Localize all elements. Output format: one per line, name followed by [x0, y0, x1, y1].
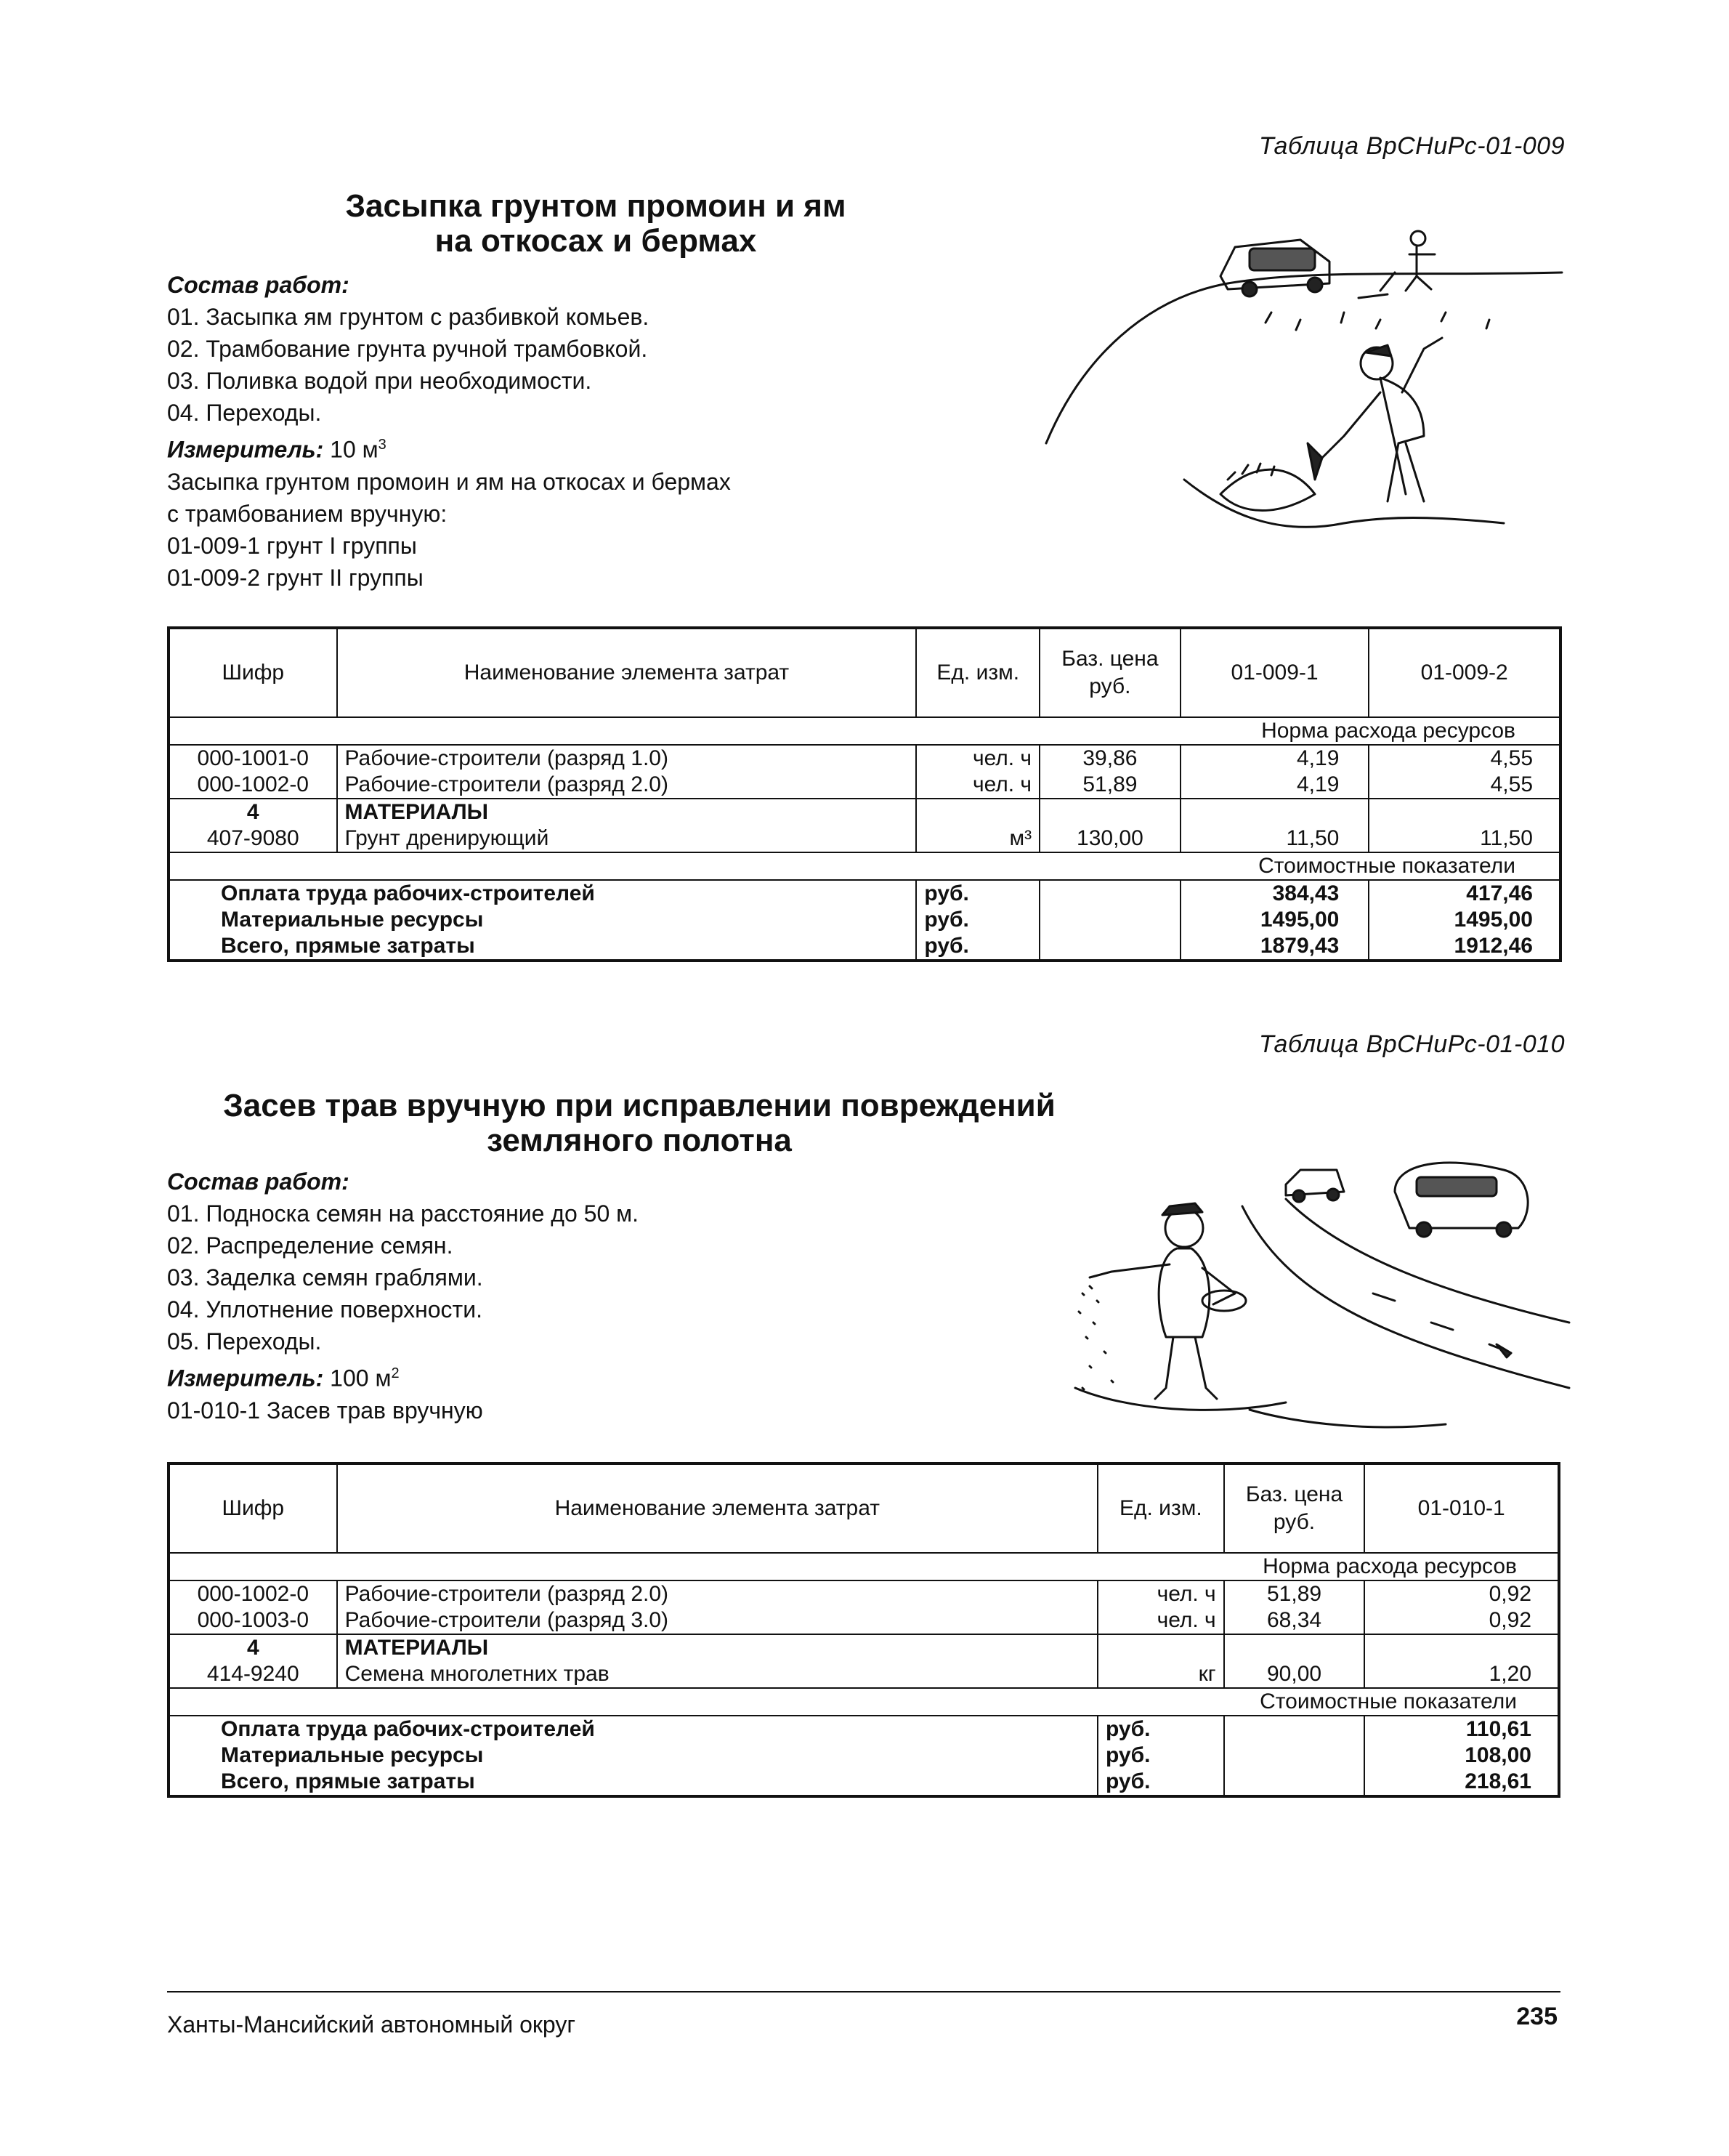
table-row	[169, 1661, 1559, 1688]
column-header: Шифр	[169, 1463, 337, 1553]
work-step: 01. Подноска семян на расстояние до 50 м.	[167, 1200, 639, 1227]
summary-unit: руб.	[916, 880, 1040, 907]
work-step: 02. Трамбование грунта ручной трамбовкой.	[167, 336, 648, 362]
measure-label: Измеритель:	[167, 1365, 324, 1392]
summary-value: 1912,46	[1369, 933, 1560, 961]
measure-label: Измеритель:	[167, 436, 324, 463]
cell-unit: чел. ч	[916, 745, 1040, 772]
summary-unit: руб.	[1098, 1716, 1224, 1743]
description-line: Засыпка грунтом промоин и ям на откосах и бермах	[167, 468, 731, 495]
cell-value: 11,50	[1369, 825, 1560, 852]
table-row	[169, 772, 1560, 799]
cell-code: 000-1001-0	[197, 746, 309, 770]
cost-section-header: Стоимостные показатели	[169, 1688, 1559, 1716]
cost-table-01-010	[167, 1462, 1560, 1798]
cost-section-header: Стоимостные показатели	[169, 852, 1560, 880]
norm-section-header: Норма расхода ресурсов	[169, 1553, 1559, 1580]
cell-code: 4	[246, 1636, 259, 1660]
cell-price: 39,86	[1040, 745, 1181, 772]
summary-value: 1495,00	[1369, 907, 1560, 933]
cell-name: Грунт дренирующий	[337, 825, 917, 852]
table-reference-01-010: Таблица ВрСНиРс-01-010	[1258, 1030, 1565, 1058]
cell-value: 0,92	[1364, 1580, 1559, 1607]
section-title-01-010	[174, 1089, 1104, 1158]
cell-unit: м³	[916, 825, 1040, 852]
norm-section-header: Норма расхода ресурсов	[169, 717, 1560, 745]
title-line: Засыпка грунтом промоин и ям	[345, 188, 846, 224]
summary-unit: руб.	[916, 907, 1040, 933]
work-step: 03. Заделка семян граблями.	[167, 1264, 483, 1291]
composition-label: Состав работ:	[167, 272, 349, 298]
cell-value: 0,92	[1364, 1607, 1559, 1634]
cost-table-01-009	[167, 626, 1562, 962]
materials-heading-row	[169, 799, 1560, 825]
column-header: Наименование элемента затрат	[337, 1463, 1098, 1553]
work-step: 01. Засыпка ям грунтом с разбивкой комьев.	[167, 304, 649, 330]
summary-value: 218,61	[1364, 1769, 1559, 1796]
summary-row	[169, 1743, 1559, 1769]
summary-label: Оплата труда рабочих-строителей	[221, 881, 595, 905]
column-header: Наименование элемента затрат	[337, 628, 917, 717]
work-step: 04. Уплотнение поверхности.	[167, 1296, 482, 1323]
cell-price: 130,00	[1040, 825, 1181, 852]
cell-code: 414-9240	[206, 1662, 299, 1686]
measure-line	[167, 1357, 639, 1394]
measure-line	[167, 429, 731, 466]
title-line: на откосах и бермах	[434, 223, 757, 259]
table-row	[169, 1607, 1559, 1634]
cell-name: Рабочие-строители (разряд 2.0)	[337, 1580, 1098, 1607]
table-header-row	[169, 1463, 1559, 1553]
footer-rule	[167, 1991, 1560, 1993]
cost-section-row	[169, 852, 1560, 880]
title-line: Засев трав вручную при исправлении повреждений	[223, 1088, 1056, 1123]
summary-value: 417,46	[1369, 880, 1560, 907]
cell-code: 407-9080	[206, 826, 299, 850]
column-header: Баз. цена руб.	[1040, 628, 1181, 717]
work-step: 02. Распределение семян.	[167, 1232, 453, 1259]
summary-value: 384,43	[1181, 880, 1369, 907]
summary-value: 1495,00	[1181, 907, 1369, 933]
summary-label: Материальные ресурсы	[221, 1743, 484, 1767]
cell-value: 4,19	[1181, 745, 1369, 772]
summary-row	[169, 1716, 1559, 1743]
summary-label: Всего, прямые затраты	[221, 1769, 475, 1793]
cell-code: 4	[246, 800, 259, 824]
measure-value: 10 м	[330, 436, 378, 463]
variant-line: 01-010-1 Засев трав вручную	[167, 1397, 483, 1424]
cell-value: 1,20	[1364, 1661, 1559, 1688]
column-header: 01-009-1	[1181, 628, 1369, 717]
materials-heading-row	[169, 1634, 1559, 1661]
column-header: Шифр	[169, 628, 337, 717]
title-line: земляного полотна	[487, 1123, 792, 1158]
measure-value: 100 м	[330, 1365, 392, 1392]
summary-value: 110,61	[1364, 1716, 1559, 1743]
column-header: Ед. изм.	[1098, 1463, 1224, 1553]
summary-unit: руб.	[1098, 1769, 1224, 1796]
column-header: 01-010-1	[1364, 1463, 1559, 1553]
cell-value: 4,19	[1181, 772, 1369, 799]
column-header: 01-009-2	[1369, 628, 1560, 717]
work-description-01-009	[167, 269, 731, 594]
summary-label: Всего, прямые затраты	[221, 934, 475, 958]
section-title-01-009	[305, 189, 886, 259]
slope-worker-illustration	[1039, 203, 1576, 567]
work-step: 05. Переходы.	[167, 1328, 322, 1354]
cost-section-row	[169, 1688, 1559, 1716]
sowing-worker-illustration	[1068, 1148, 1576, 1439]
cell-value: 4,55	[1369, 745, 1560, 772]
cell-code: 000-1002-0	[197, 772, 309, 796]
table-row	[169, 825, 1560, 852]
summary-value: 108,00	[1364, 1743, 1559, 1769]
materials-label: МАТЕРИАЛЫ	[337, 799, 917, 825]
cell-unit: чел. ч	[1098, 1607, 1224, 1634]
measure-unit-exponent: 3	[378, 437, 386, 453]
composition-label: Состав работ:	[167, 1168, 349, 1195]
cell-price: 90,00	[1224, 1661, 1365, 1688]
table-reference-01-009: Таблица ВрСНиРс-01-009	[1258, 132, 1565, 160]
summary-unit: руб.	[916, 933, 1040, 961]
summary-label: Оплата труда рабочих-строителей	[221, 1717, 595, 1741]
materials-label: МАТЕРИАЛЫ	[337, 1634, 1098, 1661]
cell-value: 11,50	[1181, 825, 1369, 852]
description-line: с трамбованием вручную:	[167, 500, 448, 527]
cell-code: 000-1003-0	[197, 1608, 309, 1632]
page-number: 235	[1516, 2003, 1558, 2030]
cell-name: Семена многолетних трав	[337, 1661, 1098, 1688]
variant-line: 01-009-1 грунт I группы	[167, 532, 417, 559]
summary-label: Материальные ресурсы	[221, 908, 484, 932]
cell-unit: чел. ч	[1098, 1580, 1224, 1607]
cell-unit: чел. ч	[916, 772, 1040, 799]
summary-row	[169, 907, 1560, 933]
work-step: 04. Переходы.	[167, 400, 322, 426]
measure-unit-exponent: 2	[391, 1365, 400, 1381]
variant-line: 01-009-2 грунт II группы	[167, 564, 424, 591]
cell-price: 51,89	[1224, 1580, 1365, 1607]
norm-section-row	[169, 717, 1560, 745]
summary-value: 1879,43	[1181, 933, 1369, 961]
table-header-row	[169, 628, 1560, 717]
footer-region: Ханты-Мансийский автономный округ	[167, 2011, 575, 2038]
summary-unit: руб.	[1098, 1743, 1224, 1769]
cell-name: Рабочие-строители (разряд 3.0)	[337, 1607, 1098, 1634]
summary-row	[169, 933, 1560, 961]
table-row	[169, 1580, 1559, 1607]
summary-row	[169, 1769, 1559, 1796]
cell-code: 000-1002-0	[197, 1582, 309, 1606]
cell-price: 68,34	[1224, 1607, 1365, 1634]
cell-name: Рабочие-строители (разряд 2.0)	[337, 772, 917, 799]
summary-row	[169, 880, 1560, 907]
cell-unit: кг	[1098, 1661, 1224, 1688]
cell-name: Рабочие-строители (разряд 1.0)	[337, 745, 917, 772]
column-header: Ед. изм.	[916, 628, 1040, 717]
work-step: 03. Поливка водой при необходимости.	[167, 368, 592, 394]
cell-price: 51,89	[1040, 772, 1181, 799]
column-header: Баз. цена руб.	[1224, 1463, 1365, 1553]
table-row	[169, 745, 1560, 772]
cell-value: 4,55	[1369, 772, 1560, 799]
work-description-01-010	[167, 1166, 639, 1426]
norm-section-row	[169, 1553, 1559, 1580]
